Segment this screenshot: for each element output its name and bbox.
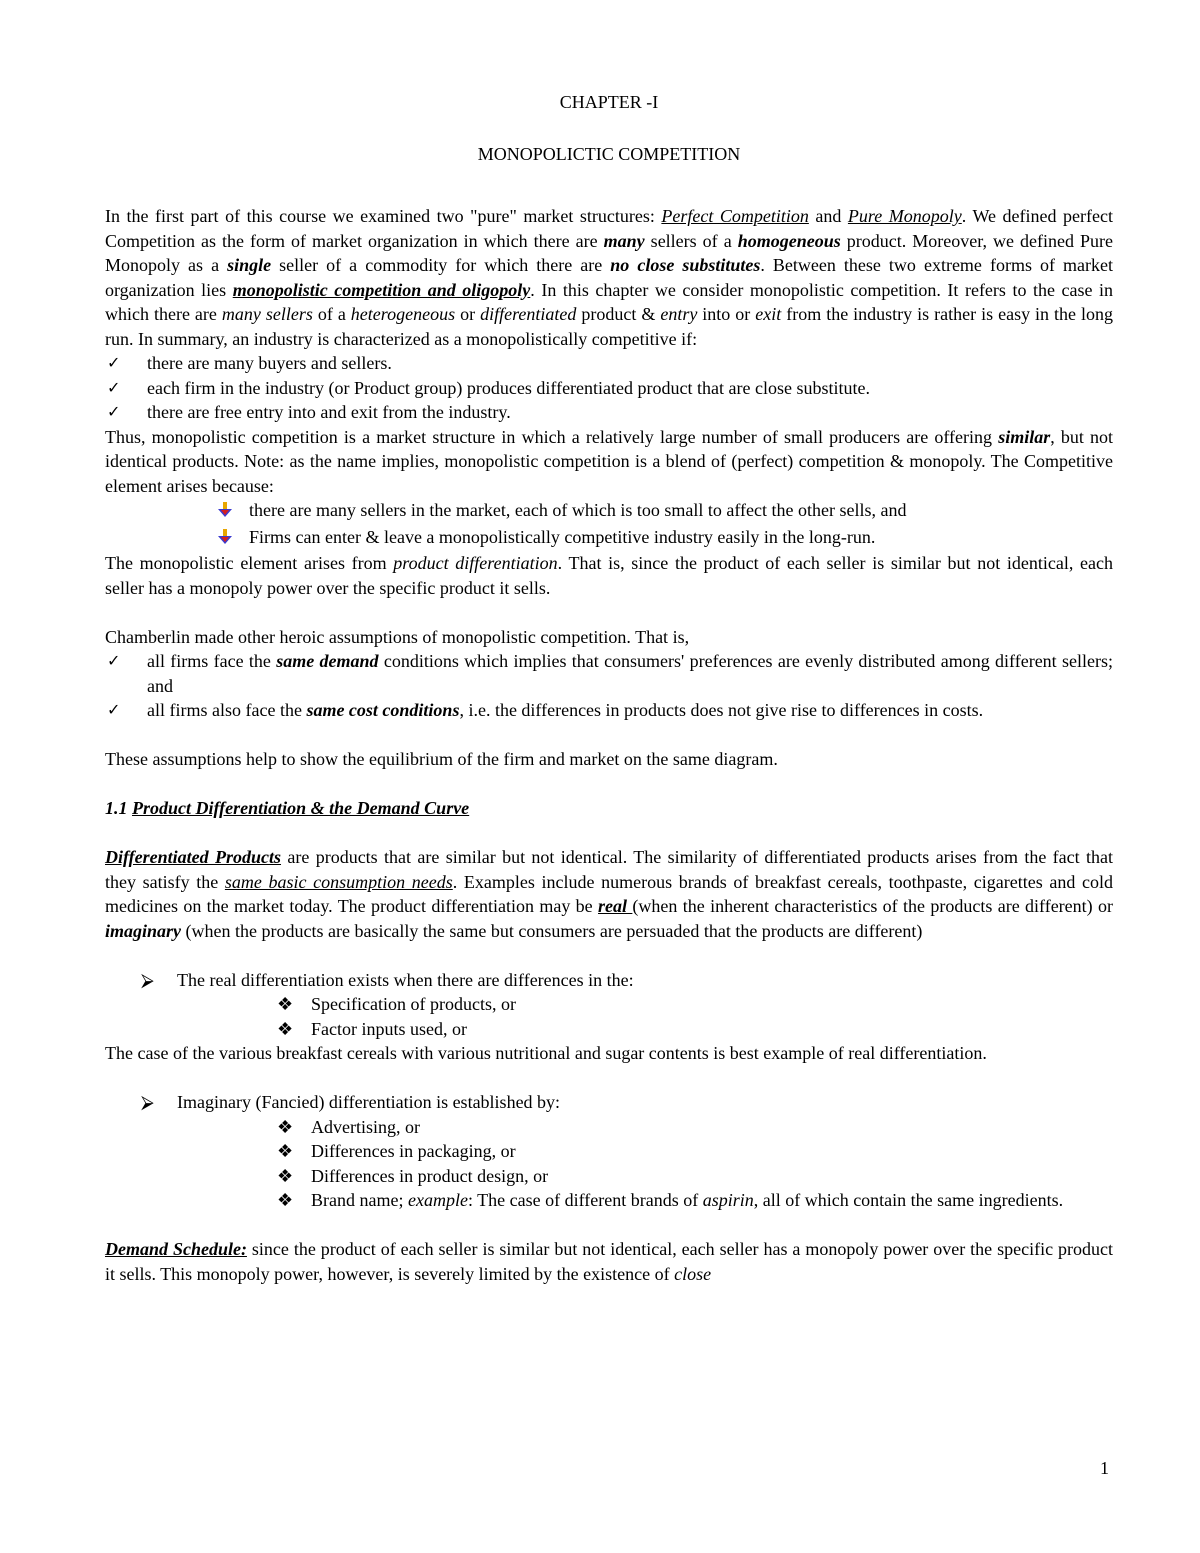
diamond-bullet-icon: ❖: [277, 1190, 294, 1210]
page-number: 1: [1100, 1458, 1109, 1478]
imaginary-diff-item: ❖ Differences in packaging, or: [277, 1139, 1113, 1164]
checkmark-icon: ✓: [107, 700, 121, 719]
diamond-bullet-icon: ❖: [277, 1165, 294, 1186]
assumption-item: ✓ all firms also face the same cost conditions, i.e. the differences in products does not give rise to differences in costs.: [105, 698, 1113, 723]
imaginary-diff-item: ❖ Differences in product design, or: [277, 1164, 1113, 1189]
competitive-element-item: Firms can enter & leave a monopolistically competitive industry easily in the long-run.: [217, 525, 1113, 552]
imaginary-diff-item: ❖ Advertising, or: [277, 1115, 1113, 1140]
diamond-bullet-icon: ❖: [277, 1141, 294, 1161]
checkmark-icon: ✓: [107, 377, 121, 397]
thus-paragraph: Thus, monopolistic competition is a market structure in which a relatively large number of small producers are offering similar, but not identical products. Note: as the name implies, monopolistic competition is a blend of (perfect) competition & monopoly. The Competitive element arises because:: [105, 426, 1113, 496]
chamberlin-intro: Chamberlin made other heroic assumptions of monopolistic competition. That is,: [105, 626, 690, 647]
competitive-element-item: there are many sellers in the market, each of which is too small to affect the other sells, and: [217, 498, 1113, 525]
demand-schedule-paragraph: Demand Schedule: since the product of each seller is similar but not identical, each seller has a monopoly power over the specific product it sells. This monopoly power, however, is severely limited by the existence of close: [105, 1239, 1114, 1284]
condition-item: ✓ there are free entry into and exit from the industry.: [105, 400, 1113, 425]
arrowhead-bullet-icon: ⮚: [141, 1092, 154, 1112]
diamond-bullet-icon: ❖: [277, 1018, 294, 1039]
differentiated-products-paragraph: Differentiated Products are products that are similar but not identical. The similarity of differentiated products arises from the fact that they satisfy the same basic consumption needs. Examples include numerous brands of breakfast cereals, toothpaste, cigarettes and cold medicines on the market today. The product differentiation may be real (when the inherent characteristics of the products are different) or imaginary (when the products are basically the same but consumers are persuaded that the products are different): [105, 847, 1114, 941]
down-arrow-icon: [217, 498, 249, 525]
section-heading: 1.1 Product Differentiation & the Demand Curve: [105, 798, 470, 818]
real-diff-heading: ⮚ The real differentiation exists when there are differences in the:: [141, 968, 1113, 993]
checkmark-icon: ✓: [107, 402, 121, 421]
arrowhead-bullet-icon: ⮚: [141, 969, 154, 990]
chapter-label: CHAPTER -I: [559, 92, 659, 112]
imaginary-diff-heading: ⮚ Imaginary (Fancied) differentiation is established by:: [141, 1090, 1113, 1115]
condition-item: ✓ each firm in the industry (or Product group) produces differentiated product that are close substitute.: [105, 376, 1113, 401]
chapter-title: MONOPOLICTIC COMPETITION: [477, 144, 741, 164]
diamond-bullet-icon: ❖: [277, 994, 294, 1014]
down-arrow-icon: [217, 525, 249, 552]
monopolistic-element-paragraph: The monopolistic element arises from product differentiation. That is, since the product of each seller is similar but not identical, each seller has a monopoly power over the specific product it sells.: [105, 553, 1113, 598]
diamond-bullet-icon: ❖: [277, 1116, 294, 1137]
assumptions-note: These assumptions help to show the equilibrium of the firm and market on the same diagram.: [105, 749, 778, 769]
checkmark-icon: ✓: [107, 651, 121, 670]
imaginary-diff-item: ❖ Brand name; example: The case of different brands of aspirin, all of which contain the same ingredients.: [277, 1188, 1113, 1213]
document-page: [105, 88, 1113, 1286]
intro-paragraph: In the first part of this course we examined two "pure" market structures: Perfect Competition and Pure Monopoly. We defined perfect Competition as the form of market organization in which there are many sellers of a homogeneous product. Moreover, we defined Pure Monopoly as a single seller of a commodity for which there are no close substitutes. Between these two extreme forms of market organization lies monopolistic competition and oligopoly. In this chapter we consider monopolistic competition. It refers to the case in which there are many sellers of a heterogeneous or differentiated product & entry into or exit from the industry is rather is easy in the long run. In summary, an industry is characterized as a monopolistically competitive if:: [105, 206, 1114, 349]
real-diff-example: The case of the various breakfast cereals with various nutritional and sugar contents is best example of real differentiation.: [105, 1043, 987, 1063]
real-diff-item: ❖ Factor inputs used, or: [277, 1017, 1113, 1042]
assumption-item: ✓ all firms face the same demand conditions which implies that consumers' preferences are evenly distributed among different sellers; and: [107, 651, 1113, 696]
real-diff-item: ❖ Specification of products, or: [277, 992, 1113, 1017]
checkmark-icon: ✓: [107, 353, 121, 372]
condition-item: ✓ there are many buyers and sellers.: [105, 351, 1113, 376]
